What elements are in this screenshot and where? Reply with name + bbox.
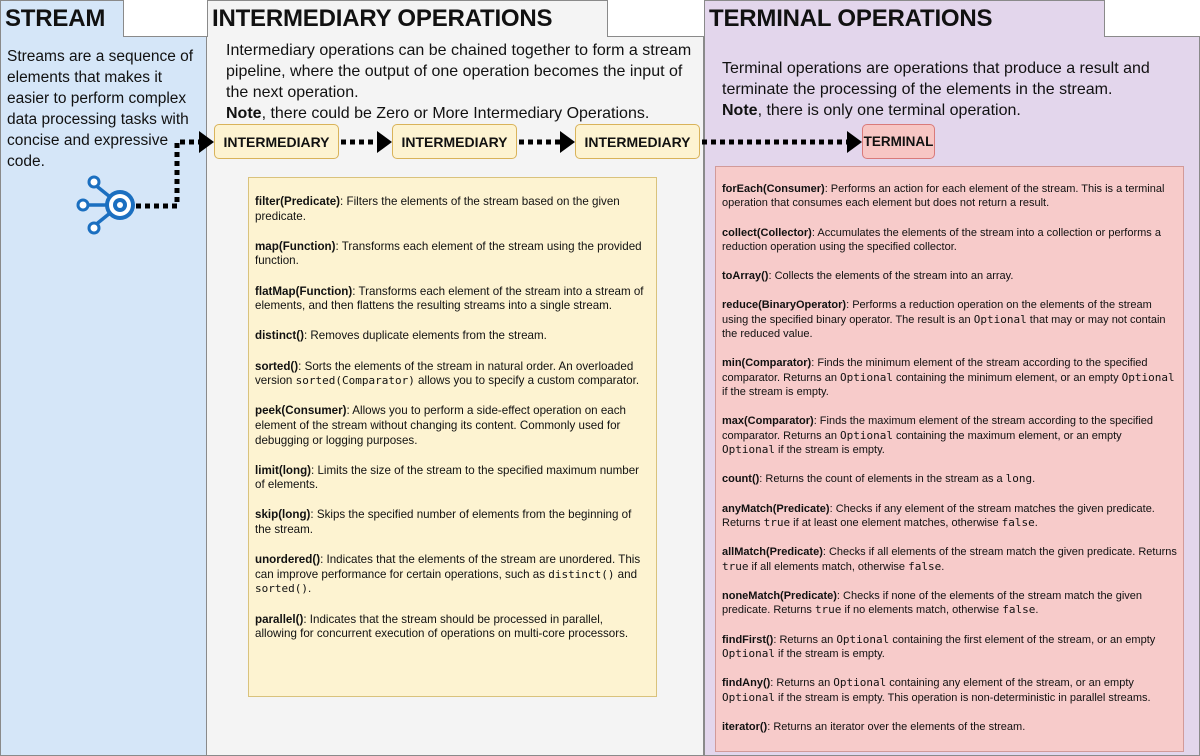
terminal-operation [722,182,1177,211]
operation-description: : Transforms each element of the stream into a stream of elements, and then flattens the resulting streams into a single stream. [255,284,644,313]
terminal-operation [722,502,1177,531]
stream-description: Streams are a sequence of elements that makes it easier to perform complex data processing tasks with concise and expressive code. [7,48,194,170]
intermediary-operation [255,285,648,314]
operation-description: . [307,582,312,596]
operation-description: : Indicates that the stream should be processed in parallel, allowing for concurrent execution of operations on multi-core processors. [255,612,629,641]
operation-name: collect(Collector) [722,226,812,239]
operation-description: : Performs an action for each element of the stream. This is a terminal operation that consumes each element but does not return a result. [722,183,1165,210]
operation-description: if the stream is empty. [774,444,885,457]
operation-description: : Returns an [773,633,837,646]
operation-description: : Skips the specified number of elements from the beginning of the stream. [255,508,632,537]
terminal-operation [722,269,1177,283]
terminal-operation [722,298,1177,341]
operation-description: : Indicates that the elements of the stream are unordered. This can improve performance for certain operations, such as [255,553,641,581]
operation-name: flatMap(Function) [255,284,353,298]
operation-name: forEach(Consumer) [722,183,825,195]
intermediary-node-3: INTERMEDIARY [575,124,700,159]
inline-code: sorted() [255,582,308,596]
terminal-operation [722,226,1177,255]
terminal-operations-list [715,166,1184,752]
operation-name: reduce(BinaryOperator) [722,299,847,312]
operation-description: . [1032,473,1036,486]
terminal-operation [722,472,1177,486]
operation-description: if the stream is empty. This operation is non-deterministic in parallel streams. [774,691,1151,704]
operation-name: sorted() [255,359,299,373]
inline-code: sorted(Comparator) [295,374,415,388]
operation-name: anyMatch(Predicate) [722,502,830,515]
operation-description: : Filters the elements of the stream based on the given predicate. [255,195,620,223]
operation-name: findFirst() [722,633,774,646]
intermediary-operations-list [248,177,657,697]
operation-description: : Sorts the elements of the stream in natural order. An overloaded version [255,359,634,388]
inline-code: true [763,516,791,530]
operation-name: parallel() [255,612,304,626]
inline-code: Optional [840,370,893,384]
operation-name: skip(long) [255,508,311,522]
operation-name: findAny() [722,677,771,690]
inline-code: Optional [722,646,775,660]
terminal-note-text: , there is only one terminal operation. [757,102,1021,119]
intermediary-operation [255,553,648,597]
terminal-operation [722,545,1177,574]
operation-description: . [1034,517,1038,530]
operation-description: if all elements match, otherwise [748,560,909,573]
operation-name: toArray() [722,270,769,283]
operation-name: map(Function) [255,239,336,253]
terminal-operation [722,414,1177,457]
operation-description: : Removes duplicate elements from the stream. [303,329,547,343]
inline-code: Optional [836,632,890,646]
operation-description: allows you to specify a custom comparator. [414,374,640,388]
intermediary-node-1: INTERMEDIARY [214,124,339,159]
terminal-note-label: Note [722,102,758,119]
operation-description: : Checks if all elements of the stream match the given predicate. Returns [822,546,1177,559]
terminal-operation [722,676,1177,705]
intermediary-operation [255,508,648,537]
intermediary-note-text: , there could be Zero or More Intermediary Operations. [261,105,650,122]
operation-name: noneMatch(Predicate) [722,589,837,602]
inline-code: Optional [973,312,1027,326]
inline-code: true [722,559,749,573]
intermediary-node-2: INTERMEDIARY [392,124,517,159]
terminal-operation [722,633,1177,662]
intermediary-operation [255,360,648,389]
terminal-operation [722,589,1177,618]
terminal-description [722,58,1192,121]
operation-description: and [614,567,638,581]
operation-description: if the stream is empty. [722,386,829,399]
intermediary-operation [255,240,648,269]
operation-name: filter(Predicate) [255,195,341,208]
terminal-operation [722,356,1177,399]
intermediary-note-label: Note [226,105,262,122]
operation-description: . [941,560,945,573]
intermediary-operation [255,195,648,224]
operation-description: : Finds the minimum element of the stream according to the specified comparator. Returns an [722,357,1148,384]
operation-description: if at least one element matches, otherwise [790,517,1002,530]
operation-description: if no elements match, otherwise [841,604,1003,617]
operation-description: : Returns the count of elements in the stream as a [759,473,1006,486]
operation-description: : Finds the maximum element of the stream according to the specified comparator. Returns an [722,415,1154,442]
operation-description: : Returns an [770,677,834,690]
inline-code: distinct() [548,567,615,581]
inline-code: false [908,559,942,573]
intermediary-header: INTERMEDIARY OPERATIONS [207,0,608,37]
terminal-header: TERMINAL OPERATIONS [704,0,1105,37]
inline-code: false [1002,603,1036,617]
operation-description: : Checks if any element of the stream matches the given predicate. Returns [722,502,1155,530]
inline-code: Optional [1121,370,1175,384]
operation-description: : Performs a reduction operation on the elements of the stream using the specified binary operator. The result is an [722,299,1152,326]
terminal-operation [722,720,1177,734]
inline-code: long [1005,472,1033,486]
inline-code: Optional [722,690,775,704]
intermediary-operation [255,613,648,642]
intermediary-operation [255,404,648,448]
operation-description: containing the first element of the stream, or an empty [889,633,1156,646]
operation-description: that may or may not contain the reduced value. [722,313,1166,341]
operation-name: max(Comparator) [722,415,814,428]
operation-name: unordered() [255,553,321,567]
inline-code: Optional [833,676,887,690]
operation-description: : Collects the elements of the stream into an array. [768,270,1014,283]
inline-code: false [1001,516,1035,530]
operation-description: : Checks if none of the elements of the stream match the given predicate. Returns [722,589,1143,617]
terminal-description-text: Terminal operations are operations that produce a result and terminate the processing of the elements in the stream. [722,60,1150,98]
operation-name: peek(Consumer) [255,404,347,418]
operation-description: : Returns an iterator over the elements of the stream. [767,720,1026,733]
operation-name: distinct() [255,329,304,343]
operation-description: if the stream is empty. [774,647,885,660]
inline-code: true [814,603,842,617]
operation-description: containing the minimum element, or an empty [893,371,1122,384]
terminal-node: TERMINAL [862,124,935,159]
stream-network-icon [74,172,140,238]
operation-name: allMatch(Predicate) [722,546,823,559]
operation-description: : Limits the size of the stream to the specified maximum number of elements. [255,463,640,492]
intermediary-operation [255,464,648,493]
operation-description: containing any element of the stream, or an empty [886,677,1134,690]
operation-name: limit(long) [255,463,312,477]
operation-description: containing the maximum element, or an empty [893,429,1122,442]
operation-name: iterator() [722,720,768,733]
operation-description: : Transforms each element of the stream using the provided function. [255,239,642,268]
operation-name: min(Comparator) [722,357,812,370]
intermediary-description [226,40,696,124]
operation-description: : Accumulates the elements of the stream into a collection or performs a reduction operation using the specified collector. [722,226,1161,254]
intermediary-description-text: Intermediary operations can be chained together to form a stream pipeline, where the output of one operation becomes the input of the next operation. [226,42,692,101]
stream-header: STREAM [0,0,124,37]
inline-code: Optional [840,428,893,442]
operation-name: count() [722,473,760,486]
inline-code: Optional [722,443,775,457]
intermediary-operation [255,329,648,344]
operation-description: . [1035,604,1039,617]
operation-description: : Allows you to perform a side-effect operation on each element of the stream without changing its content. Commonly used for debugging or logging purposes. [255,404,626,447]
